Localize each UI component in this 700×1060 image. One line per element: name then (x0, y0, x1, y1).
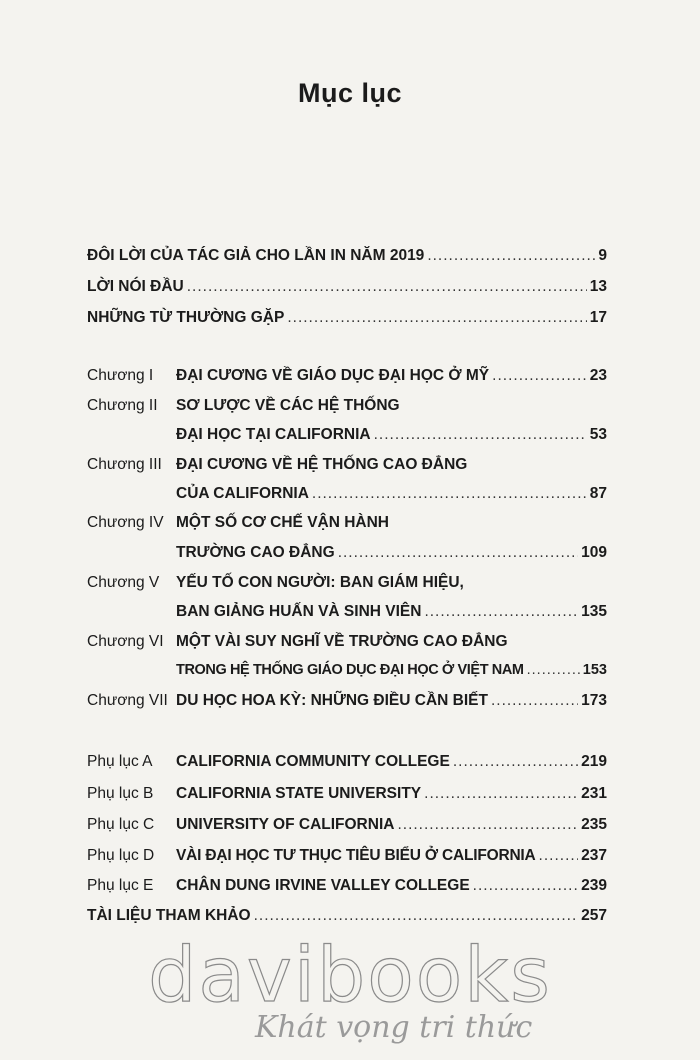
page-title: Mục lục (297, 78, 402, 108)
dot-leader (473, 877, 578, 895)
chapter-title: DU HỌC HOA KỲ: NHỮNG ĐIỀU CẦN BIẾT (176, 692, 488, 709)
appendix-label: Phụ lục C (87, 816, 155, 833)
appendix-title: UNIVERSITY OF CALIFORNIA (176, 816, 395, 833)
chapter-title: MỘT SỐ CƠ CHẾ VẬN HÀNH (176, 514, 390, 531)
watermark-brand: davibooks (148, 930, 552, 1019)
appendix-label: Phụ lục E (87, 877, 154, 894)
appendix-label: Phụ lục D (87, 847, 155, 864)
toc-chapter-2 (87, 397, 607, 419)
entry-text: TÀI LIỆU THAM KHẢO (87, 907, 251, 924)
chapter-page: 87 (589, 485, 607, 502)
chapter-label: Chương VI (87, 633, 164, 650)
toc-appendix-d (87, 847, 607, 869)
entry-page: 13 (589, 278, 607, 295)
dot-leader (427, 247, 595, 265)
toc-chapter-4-cont (176, 544, 607, 566)
dot-leader (453, 753, 578, 771)
toc-entry-references (87, 907, 607, 929)
watermark-slogan: Khát vọng tri thức (255, 1010, 533, 1045)
chapter-page: 23 (589, 367, 607, 384)
dot-leader (491, 692, 578, 710)
dot-leader (424, 603, 578, 621)
dot-leader (338, 544, 578, 562)
toc-chapter-5-cont (176, 603, 607, 625)
appendix-label: Phụ lục B (87, 785, 154, 802)
chapter-label: Chương III (87, 456, 162, 473)
chapter-title-cont: BAN GIẢNG HUẤN VÀ SINH VIÊN (176, 603, 422, 620)
chapter-title-cont: TRONG HỆ THỐNG GIÁO DỤC ĐẠI HỌC Ở VIỆT NAM (176, 662, 524, 678)
chapter-label: Chương V (87, 574, 160, 591)
chapter-page: 109 (581, 544, 607, 561)
toc-chapter-3-cont (176, 485, 607, 507)
toc-appendix-e (87, 877, 607, 899)
chapter-page: 153 (582, 662, 607, 678)
toc-chapter-6 (87, 633, 607, 655)
toc-chapter-7 (87, 692, 607, 714)
chapter-label: Chương VII (87, 692, 168, 709)
appendix-page: 239 (581, 877, 607, 894)
toc-appendix-c (87, 816, 607, 838)
appendix-title: CALIFORNIA COMMUNITY COLLEGE (176, 753, 450, 770)
appendix-title: CALIFORNIA STATE UNIVERSITY (176, 785, 422, 802)
entry-text: NHỮNG TỪ THƯỜNG GẶP (87, 309, 285, 326)
entry-text: LỜI NÓI ĐẦU (87, 278, 184, 295)
dot-leader (539, 847, 579, 865)
dot-leader (312, 485, 587, 503)
appendix-page: 219 (581, 753, 607, 770)
entry-text: ĐÔI LỜI CỦA TÁC GIẢ CHO LẦN IN NĂM 2019 (87, 247, 425, 264)
chapter-page: 173 (581, 692, 607, 709)
toc-chapter-1 (87, 367, 607, 389)
toc-appendix-b (87, 785, 607, 807)
appendix-page: 231 (581, 785, 607, 802)
chapter-title: ĐẠI CƯƠNG VỀ HỆ THỐNG CAO ĐẲNG (176, 456, 468, 473)
toc-chapter-5 (87, 574, 607, 596)
chapter-label: Chương IV (87, 514, 164, 531)
toc-entry-author-note (87, 247, 607, 269)
chapter-label: Chương II (87, 397, 158, 414)
chapter-title: ĐẠI CƯƠNG VỀ GIÁO DỤC ĐẠI HỌC Ở MỸ (176, 367, 490, 384)
dot-leader (187, 278, 587, 296)
appendix-title: VÀI ĐẠI HỌC TƯ THỤC TIÊU BIỂU Ở CALIFORNIA (176, 847, 536, 864)
dot-leader (492, 367, 587, 385)
chapter-page: 53 (589, 426, 607, 443)
chapter-title: SƠ LƯỢC VỀ CÁC HỆ THỐNG (176, 397, 400, 414)
appendix-title: CHÂN DUNG IRVINE VALLEY COLLEGE (176, 877, 470, 894)
dot-leader (374, 426, 587, 444)
appendix-page: 235 (581, 816, 607, 833)
toc-chapter-2-cont (176, 426, 607, 448)
chapter-title-cont: ĐẠI HỌC TẠI CALIFORNIA (176, 426, 371, 443)
chapter-title-cont: TRƯỜNG CAO ĐẲNG (176, 544, 335, 561)
appendix-label: Phụ lục A (87, 753, 153, 770)
chapter-title: MỘT VÀI SUY NGHĨ VỀ TRƯỜNG CAO ĐẲNG (176, 633, 508, 650)
dot-leader (397, 816, 578, 834)
appendix-page: 237 (581, 847, 607, 864)
dot-leader (287, 309, 586, 327)
entry-page: 9 (598, 247, 607, 264)
chapter-page: 135 (581, 603, 607, 620)
dot-leader (254, 907, 579, 925)
chapter-title-cont: CỦA CALIFORNIA (176, 485, 309, 502)
toc-appendix-a (87, 753, 607, 775)
chapter-title: YẾU TỐ CON NGƯỜI: BAN GIÁM HIỆU, (176, 574, 464, 591)
toc-entry-preface (87, 278, 607, 300)
toc-chapter-6-cont (176, 662, 607, 684)
toc-chapter-3 (87, 456, 607, 478)
entry-page: 257 (581, 907, 607, 924)
toc-chapter-4 (87, 514, 607, 536)
dot-leader (527, 662, 580, 678)
toc-entry-glossary (87, 309, 607, 331)
chapter-label: Chương I (87, 367, 154, 384)
entry-page: 17 (589, 309, 607, 326)
dot-leader (424, 785, 578, 803)
